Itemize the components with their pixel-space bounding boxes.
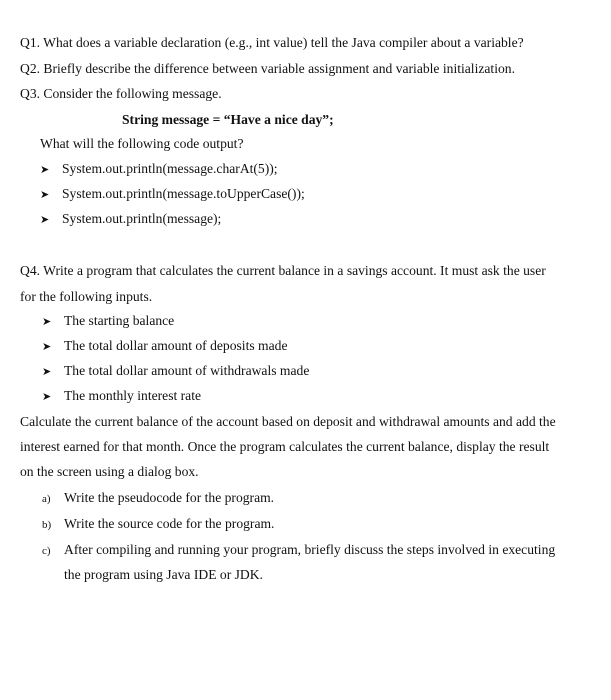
task-item-c-continued: the program using Java IDE or JDK.	[64, 567, 263, 582]
arrowhead-bullet-icon: ➤	[42, 391, 52, 403]
arrowhead-bullet-icon: ➤	[40, 214, 50, 226]
task-item-c: c) After compiling and running your program, briefly discuss the steps involved in executing	[42, 542, 556, 557]
arrowhead-bullet-icon: ➤	[42, 316, 52, 328]
task-item-b: b) Write the source code for the program.	[42, 516, 275, 531]
paragraph-line: on the screen using a dialog box.	[20, 464, 199, 479]
arrowhead-bullet-icon: ➤	[40, 189, 50, 201]
question-4-line-1: Q4. Write a program that calculates the current balance in a savings account. It must ask the user	[20, 263, 546, 278]
paragraph-line: interest earned for that month. Once the program calculates the current balance, display the result	[20, 439, 550, 454]
question-4-line-2: for the following inputs.	[20, 289, 153, 304]
paragraph-line: Calculate the current balance of the account based on deposit and withdrawal amounts and add the	[20, 414, 556, 429]
task-item-a: a) Write the pseudocode for the program.	[42, 490, 275, 505]
input-item: ➤ The starting balance	[42, 312, 174, 331]
question-2: Q2. Briefly describe the difference between variable assignment and variable initialization.	[20, 61, 515, 76]
arrowhead-bullet-icon: ➤	[40, 164, 50, 176]
input-item: ➤ The monthly interest rate	[42, 387, 201, 406]
input-item: ➤ The total dollar amount of withdrawals made	[42, 362, 309, 381]
input-item: ➤ The total dollar amount of deposits made	[42, 337, 288, 356]
arrowhead-bullet-icon: ➤	[42, 341, 52, 353]
question-3-intro: Q3. Consider the following message.	[20, 86, 222, 101]
code-item: ➤ System.out.println(message.charAt(5));	[40, 160, 278, 179]
question-3-prompt: What will the following code output?	[40, 136, 244, 151]
code-item: ➤ System.out.println(message);	[40, 210, 221, 229]
code-statement: String message = “Have a nice day”;	[122, 112, 334, 127]
code-item: ➤ System.out.println(message.toUpperCase());	[40, 185, 305, 204]
question-1: Q1. What does a variable declaration (e.g., int value) tell the Java compiler about a variable?	[20, 35, 524, 50]
arrowhead-bullet-icon: ➤	[42, 366, 52, 378]
